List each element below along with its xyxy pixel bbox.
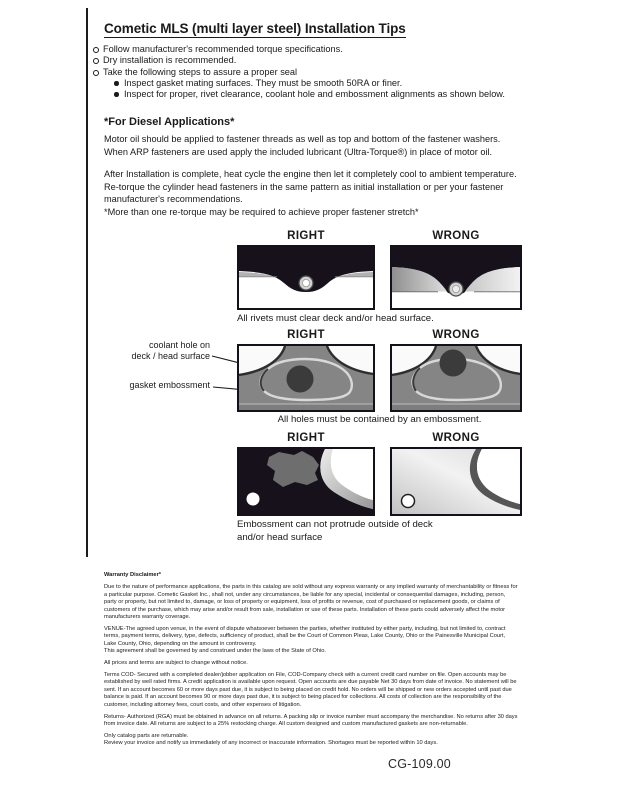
bullet-icon — [114, 92, 119, 97]
legal-paragraph: Due to the nature of performance applications, the parts in this catalog are sold without any express warranty or any implied warranty of merchantability or fitness for a particular purpose. Cometic Gasket Inc., shall not, under any circumstances, be liable for any special, incidental or consequential damages, including, person, party or property, but not limited to, damage, or loss of property or equipment, loss of profits or revenue, cost of purchased or replacement goods, or claims of customers of the purchase, which may arise and/or result from sale, installation or use of these parts. Installation of these parts could adversely affect the motor manufacturers warranty coverage. — [104, 584, 518, 621]
tip-text: Follow manufacturer's recommended torque specifications. — [103, 44, 343, 54]
bullet-icon — [114, 81, 119, 86]
row1-right-label: RIGHT — [287, 230, 325, 242]
row3-caption — [237, 519, 497, 544]
page-title — [104, 21, 406, 36]
tip-text: Inspect gasket mating surfaces. They must be smooth 50RA or finer. — [124, 77, 403, 88]
diesel-note: *More than one re-torque may be required to achieve proper fastener stretch* — [104, 207, 419, 217]
row2-right-label: RIGHT — [287, 329, 325, 341]
tip-item — [92, 44, 532, 55]
hole-contained-right-diagram — [239, 346, 373, 410]
rivet-right-diagram-box — [237, 245, 375, 310]
protrusion-right-diagram — [239, 449, 373, 514]
diesel-paragraph-2: After Installation is complete, heat cycle the engine then let it completely cool to ambient temperature. Re-torque the cylinder head fasteners in the same pattern as initial installation or per your fastener manufacturer's recommendations. — [104, 169, 517, 205]
diesel-heading: *For Diesel Applications* — [104, 116, 235, 128]
tip-text: Inspect for proper, rivet clearance, coolant hole and embossment alignments as shown below. — [124, 89, 505, 100]
row1-wrong-label: WRONG — [432, 230, 480, 242]
legal-paragraph: VENUE-The agreed upon venue, in the event of dispute whatsoever between the parties, whether instituted by either party, including, but not limited to, contract terms, payment terms, delivery, type, defects, sufficiency of product, shall be the Court of Common Pleas, Lake County, Ohio or the Painesville Municipal Court, Lake County, Ohio, depending on the amount in controversy. — [104, 625, 506, 647]
coolant-hole-callout — [96, 340, 210, 362]
legal-paragraph: Terms COD- Secured with a completed dealer/jobber application on File, COD-Company check with a current credit card number on file. Open accounts may be established by well rated firms. A credit application is available upon request. Open accounts are due payable Net 30 days from date of invoice. No statement will be sent. If an account becomes 60 or more days past due, it is subject to being placed on credit hold. No orders will be shipped or new orders accepted until past due balance is paid. If an account becomes 90 or more days past due, it is subject to being placed for collections. All costs of collection are the responsibility of the customer, including attorney fees, court costs, and other expenses of litigation. — [104, 671, 517, 708]
protrusion-wrong-diagram — [392, 449, 520, 514]
row3-caption-line1: Embossment can not protrude outside of deck — [237, 519, 433, 530]
gasket-embossment-callout: gasket embossment — [129, 380, 210, 390]
coolant-hole-callout-line2: deck / head surface — [131, 351, 210, 361]
legal-paragraph: Review your invoice and notify us immediately of any incorrect or inaccurate information. Shortages must be reported within 10 days. — [104, 740, 438, 747]
warranty-disclaimer-heading: Warranty Disclaimer* — [104, 572, 162, 578]
tip-item — [113, 89, 532, 100]
row1-caption: All rivets must clear deck and/or head surface. — [237, 313, 434, 324]
coolant-hole-callout-line1: coolant hole on — [148, 340, 210, 350]
tip-item — [92, 55, 532, 66]
bullet-icon — [93, 70, 99, 76]
legal-paragraph: All prices and terms are subject to change without notice. — [104, 660, 248, 667]
bullet-icon — [93, 47, 99, 53]
left-edge-rule — [86, 8, 88, 557]
legal-block — [104, 572, 518, 752]
bullet-icon — [93, 58, 99, 64]
row3-caption-line2: and/or head surface — [237, 531, 323, 543]
legal-paragraph: Only catalog parts are returnable. — [104, 732, 189, 739]
embossment-right-diagram-box — [237, 344, 375, 412]
legal-paragraph: Returns- Authorized (RGA) must be obtained in advance on all returns. A packing slip or invoice number must accompany the merchandise. No returns after 30 days from invoice date. All returns are subject to a 25% restocking charge. All custom designed and custom manufactured gaskets are non-returnable. — [104, 713, 518, 727]
tip-item — [92, 67, 532, 78]
tips-list — [92, 44, 532, 100]
rivet-wrong-diagram-box — [390, 245, 522, 310]
diesel-paragraph-1: Motor oil should be applied to fastener threads as well as top and bottom of the fastener washers. When ARP fasteners are used apply the included lubricant (Ultra-Torque®) in place of motor oil. — [104, 134, 501, 157]
page-title-text: Cometic MLS (multi layer steel) Installation Tips — [104, 21, 406, 36]
page-code: CG-109.00 — [388, 757, 451, 771]
tip-text: Take the following steps to assure a proper seal — [103, 66, 298, 77]
tip-item — [113, 78, 532, 89]
protrusion-right-diagram-box — [237, 447, 375, 516]
rivet-clearance-wrong-diagram — [392, 247, 520, 308]
hole-contained-wrong-diagram — [392, 346, 520, 410]
embossment-wrong-diagram-box — [390, 344, 522, 412]
legal-paragraph: This agreement shall be governed by and construed under the laws of the State of Ohio. — [104, 648, 326, 655]
rivet-clearance-right-diagram — [239, 247, 373, 308]
row3-right-label: RIGHT — [287, 432, 325, 444]
tip-text: Dry installation is recommended. — [103, 55, 237, 66]
row3-wrong-label: WRONG — [432, 432, 480, 444]
row2-wrong-label: WRONG — [432, 329, 480, 341]
protrusion-wrong-diagram-box — [390, 447, 522, 516]
row2-caption: All holes must be contained by an embossment. — [277, 414, 482, 425]
legal-paragraphs — [104, 584, 518, 747]
